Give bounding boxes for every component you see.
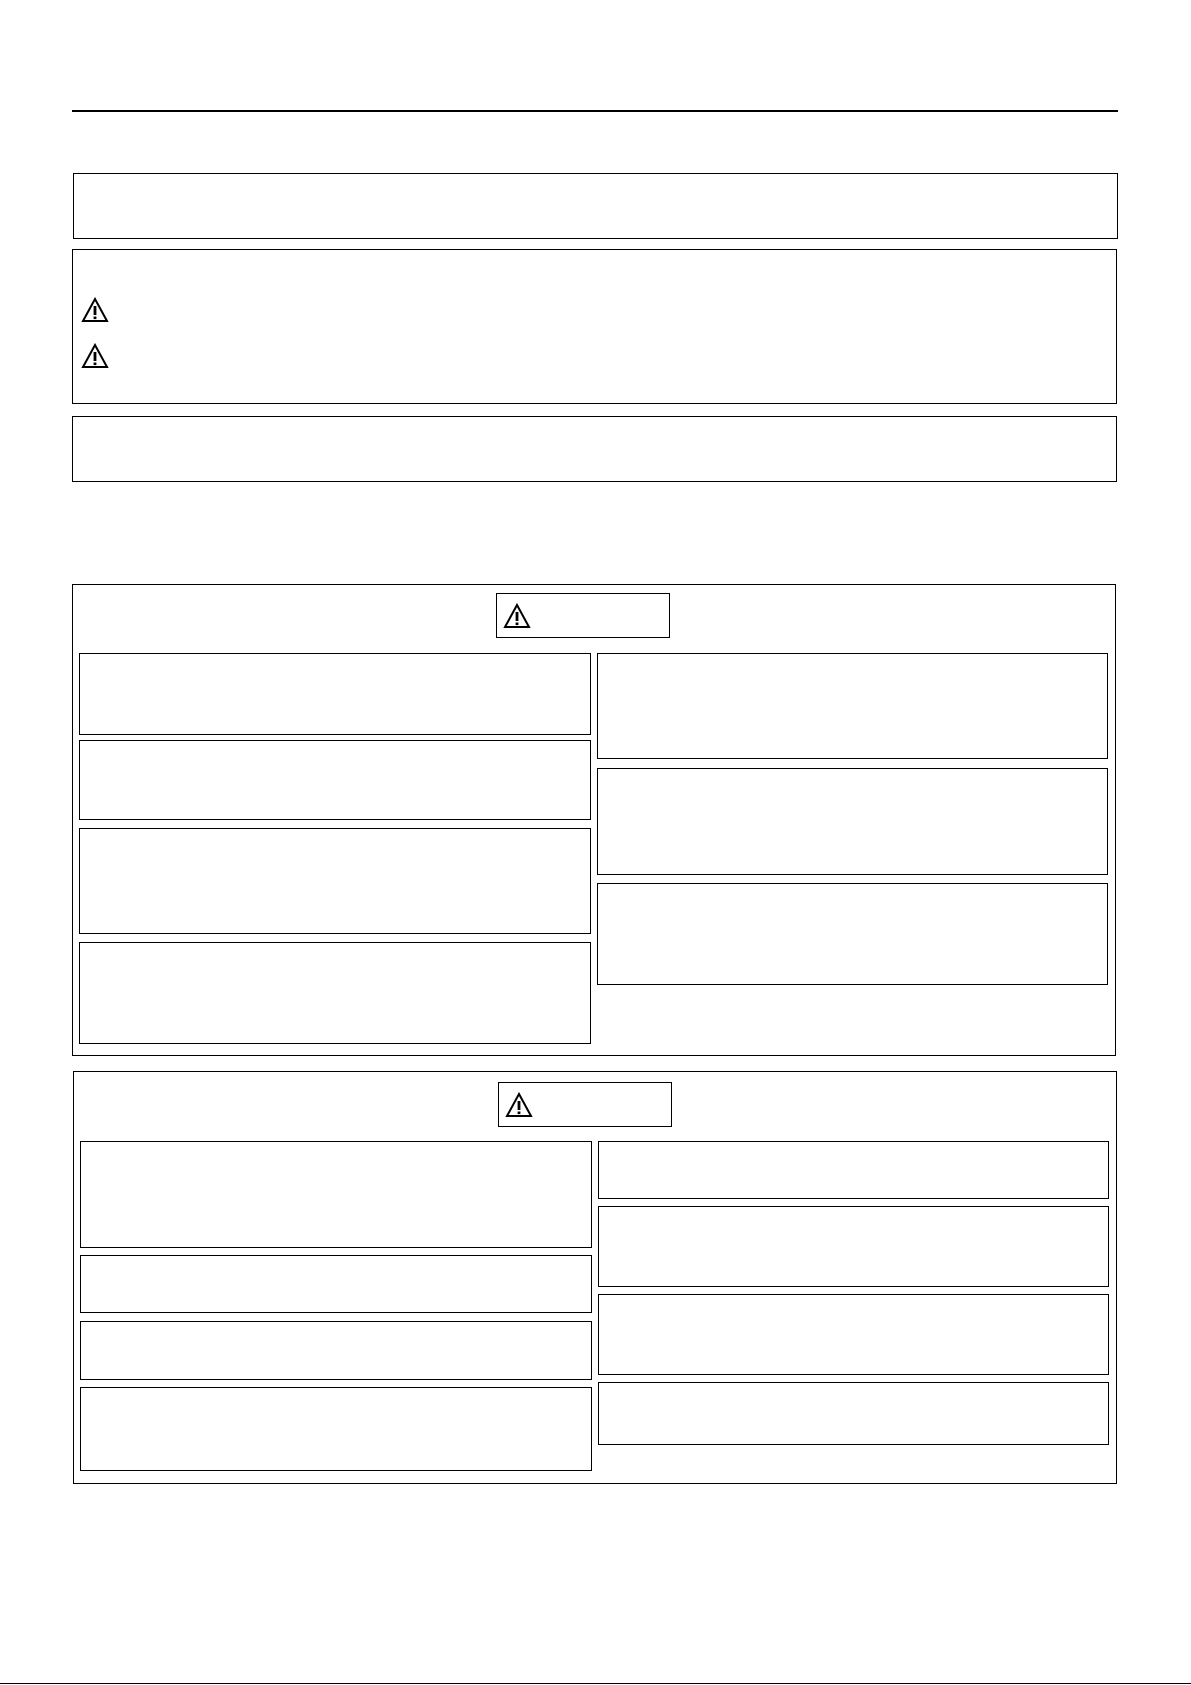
- warning-cell: [79, 653, 591, 735]
- warning-cell: [597, 653, 1108, 759]
- caution-cell: [80, 1255, 592, 1313]
- notice-box-3: [72, 416, 1117, 482]
- header-rule: [72, 110, 1118, 112]
- warning-cell: [597, 883, 1108, 985]
- warning-triangle-icon: [81, 343, 109, 369]
- warning-cell: [79, 828, 591, 934]
- warning-symbols-box: [72, 249, 1117, 404]
- caution-cell: [598, 1206, 1109, 1287]
- warning-cell: [79, 740, 591, 820]
- warning-triangle-icon: [505, 1092, 533, 1118]
- footer-rule: [0, 1683, 1191, 1684]
- caution-cell: [80, 1321, 592, 1380]
- warning-line-2-text: [109, 352, 125, 360]
- caution-cell: [80, 1141, 592, 1248]
- warning-cell: [597, 768, 1108, 875]
- notice-box-1: [73, 173, 1118, 239]
- warning-triangle-icon: [503, 603, 531, 629]
- warning-panel: [72, 584, 1116, 1056]
- caution-cell: [598, 1141, 1109, 1199]
- warning-line-2: [81, 343, 125, 369]
- warning-line-1: [81, 297, 125, 323]
- caution-panel: [73, 1071, 1117, 1484]
- warning-cell: [79, 942, 591, 1044]
- caution-cell: [598, 1294, 1109, 1375]
- caution-badge: [498, 1082, 672, 1127]
- warning-line-1-text: [109, 306, 125, 314]
- warning-badge: [496, 593, 670, 638]
- warning-triangle-icon: [81, 297, 109, 323]
- caution-cell: [598, 1382, 1109, 1445]
- caution-cell: [80, 1387, 592, 1471]
